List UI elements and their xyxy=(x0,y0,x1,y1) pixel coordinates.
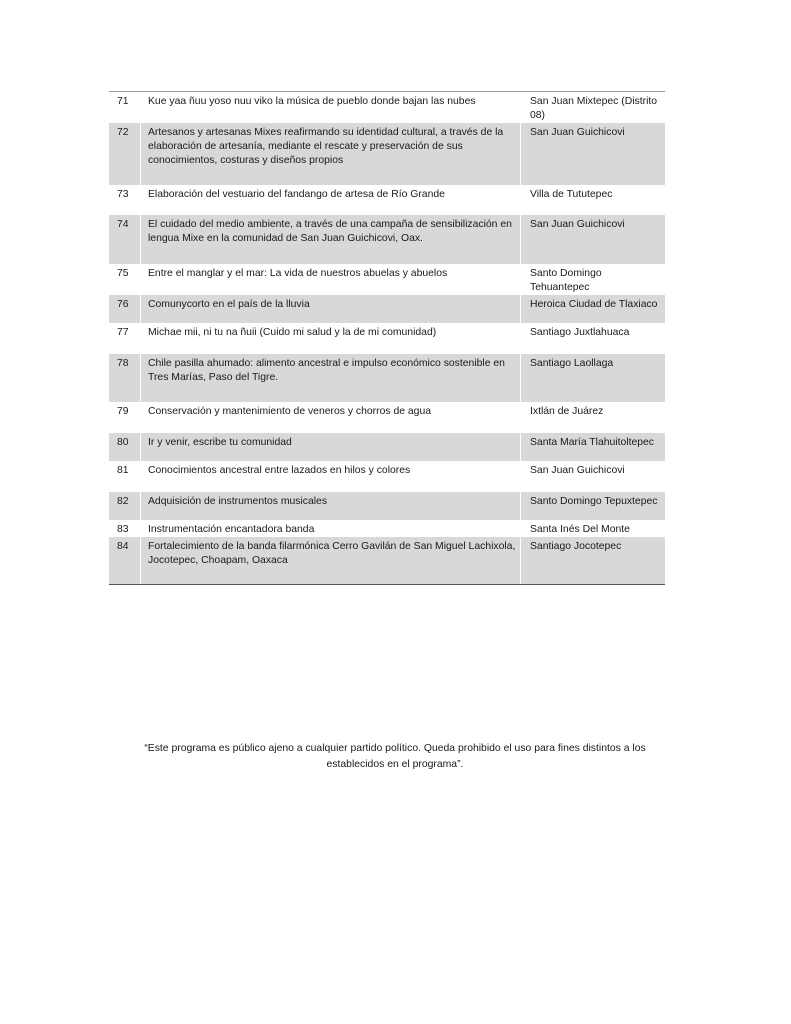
project-location: Santo Domingo Tehuantepec xyxy=(530,268,602,293)
row-number: 74 xyxy=(117,219,129,230)
project-location: Santiago Laollaga xyxy=(530,358,614,369)
project-location: Santa María Tlahuitoltepec xyxy=(530,437,654,448)
table-row xyxy=(109,354,665,402)
row-number: 73 xyxy=(117,189,129,200)
project-location: San Juan Mixtepec (Distrito 08) xyxy=(530,96,658,121)
table-row xyxy=(109,461,665,492)
project-location: San Juan Guichicovi xyxy=(530,465,625,476)
disclaimer-footer: “Este programa es público ajeno a cualquier partido político. Queda prohibido el uso para fines distintos a los establecidos en el programa”. xyxy=(144,743,646,770)
projects-table xyxy=(109,91,665,585)
project-location: Santa Inés Del Monte xyxy=(530,524,630,535)
project-location: Villa de Tututepec xyxy=(530,189,613,200)
project-location: San Juan Guichicovi xyxy=(530,219,625,230)
project-title: Adquisición de instrumentos musicales xyxy=(140,492,521,520)
project-title: Conservación y mantenimiento de veneros y chorros de agua xyxy=(140,402,521,433)
table-row xyxy=(109,92,665,123)
project-title: Conocimientos ancestral entre lazados en hilos y colores xyxy=(140,461,521,492)
project-title: Artesanos y artesanas Mixes reafirmando su identidad cultural, a través de la elaboración de artesanía, mediante el rescate y preservación de sus conocimientos, costuras y diseños propios xyxy=(140,123,521,185)
project-title: Comunycorto en el país de la lluvia xyxy=(140,295,521,323)
project-location: Heroica Ciudad de Tlaxiaco xyxy=(530,299,658,310)
table-row xyxy=(109,215,665,264)
table-row xyxy=(109,492,665,520)
row-number: 83 xyxy=(117,524,129,535)
project-title: Entre el manglar y el mar: La vida de nuestros abuelas y abuelos xyxy=(140,264,521,295)
table-row xyxy=(109,433,665,461)
project-location: San Juan Guichicovi xyxy=(530,127,625,138)
row-number: 71 xyxy=(117,96,129,107)
project-location: Santiago Jocotepec xyxy=(530,541,622,552)
project-title: Elaboración del vestuario del fandango de artesa de Río Grande xyxy=(140,185,521,215)
project-title: Ir y venir, escribe tu comunidad xyxy=(140,433,521,461)
table-row xyxy=(109,402,665,433)
table-row xyxy=(109,295,665,323)
project-title: Fortalecimiento de la banda filarmónica Cerro Gavilán de San Miguel Lachixola, Jocotepec, Choapam, Oaxaca xyxy=(140,537,521,584)
project-location: Ixtlán de Juárez xyxy=(530,406,604,417)
table-row xyxy=(109,123,665,185)
project-title: Michae mii, ni tu na ñuii (Cuido mi salud y la de mi comunidad) xyxy=(140,323,521,354)
project-title: Instrumentación encantadora banda xyxy=(140,520,521,537)
table-row xyxy=(109,520,665,537)
row-number: 81 xyxy=(117,465,129,476)
row-number: 78 xyxy=(117,358,129,369)
row-number: 75 xyxy=(117,268,129,279)
project-title: El cuidado del medio ambiente, a través de una campaña de sensibilización en lengua Mixe en la comunidad de San Juan Guichicovi, Oax. xyxy=(140,215,521,264)
table-row xyxy=(109,537,665,584)
table-row xyxy=(109,323,665,354)
row-number: 77 xyxy=(117,327,129,338)
project-title: Kue yaa ñuu yoso nuu viko la música de pueblo donde bajan las nubes xyxy=(140,92,521,123)
project-location: Santiago Juxtlahuaca xyxy=(530,327,630,338)
table-row xyxy=(109,264,665,295)
row-number: 84 xyxy=(117,541,129,552)
table-row xyxy=(109,185,665,215)
project-location: Santo Domingo Tepuxtepec xyxy=(530,496,658,507)
row-number: 82 xyxy=(117,496,129,507)
row-number: 80 xyxy=(117,437,129,448)
row-number: 79 xyxy=(117,406,129,417)
row-number: 76 xyxy=(117,299,129,310)
project-title: Chile pasilla ahumado: alimento ancestral e impulso económico sostenible en Tres Marías, Paso del Tigre. xyxy=(140,354,521,402)
row-number: 72 xyxy=(117,127,129,138)
